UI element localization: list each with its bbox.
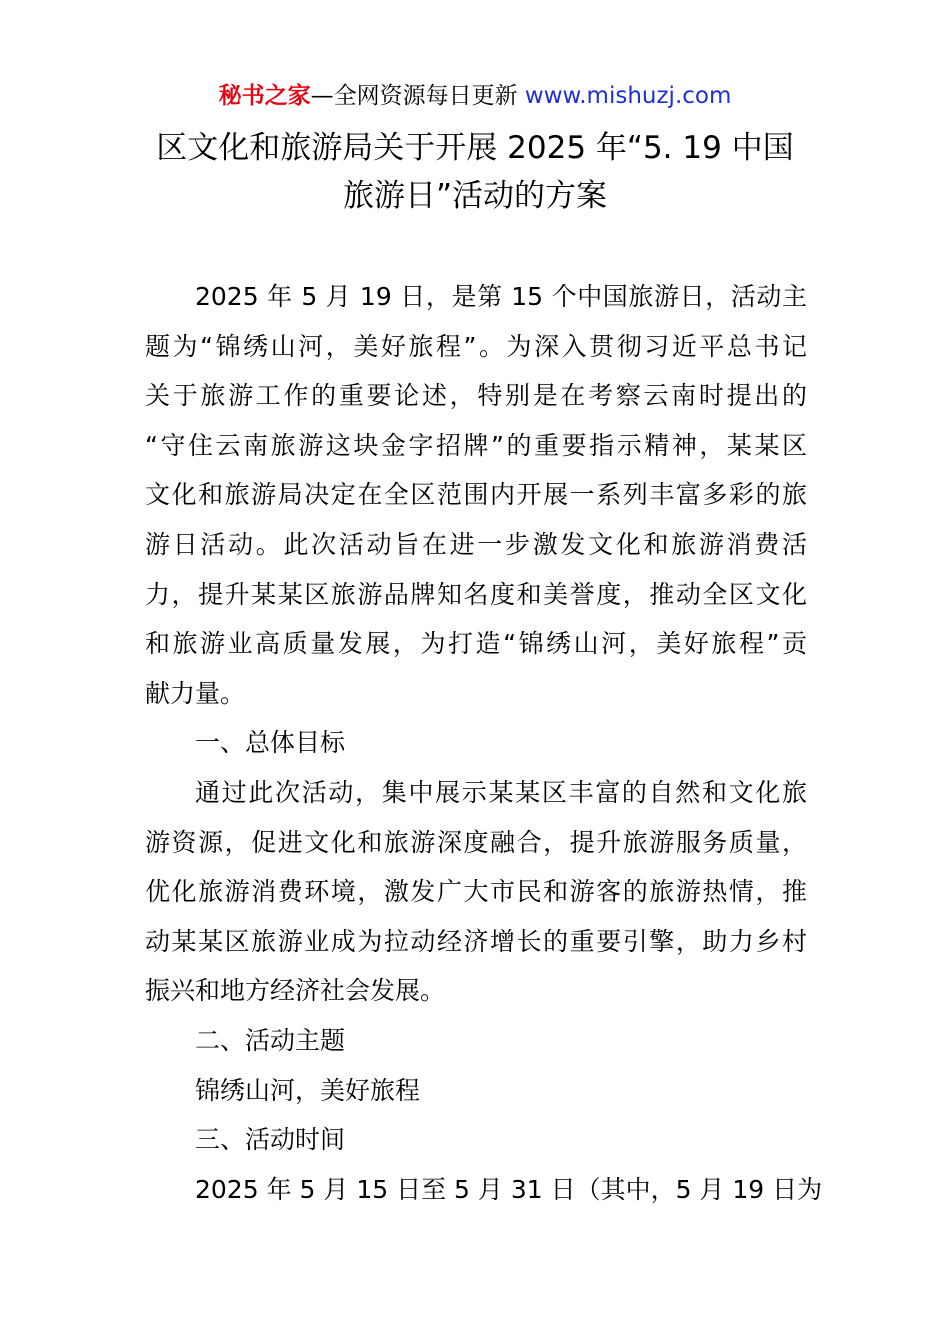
goals-paragraph <box>145 768 807 1016</box>
document-body <box>145 272 823 1214</box>
time-paragraph <box>145 1165 823 1215</box>
text-line: 通过此次活动，集中展示某某区丰富的自然和文化旅 <box>195 777 807 807</box>
section-heading-theme: 二、活动主题 <box>195 1025 346 1055</box>
site-url-link[interactable]: www.mishuzj.com <box>524 83 732 109</box>
text-line: 动某某区旅游业成为拉动经济增长的重要引擎，助力乡村 <box>145 926 807 956</box>
intro-paragraph <box>145 272 807 718</box>
text-line: 2025 年 5 月 19 日，是第 15 个中国旅游日，活动主 <box>195 282 807 311</box>
header-tagline: —全网资源每日更新 <box>310 83 525 109</box>
text-line: 游日活动。此次活动旨在进一步激发文化和旅游消费活 <box>145 529 807 559</box>
text-line: 和旅游业高质量发展，为打造“锦绣山河，美好旅程”贡 <box>145 629 807 659</box>
theme-text: 锦绣山河，美好旅程 <box>195 1075 421 1105</box>
text-line: 优化旅游消费环境，激发广大市民和游客的旅游热情，推 <box>145 877 807 907</box>
document-title <box>100 124 850 220</box>
text-line: 游资源，促进文化和旅游深度融合，提升旅游服务质量， <box>145 827 807 857</box>
section-heading-time: 三、活动时间 <box>195 1125 346 1155</box>
text-line: 振兴和地方经济社会发展。 <box>145 976 446 1006</box>
text-line: 关于旅游工作的重要论述，特别是在考察云南时提出的 <box>145 381 807 411</box>
text-line: 力，提升某某区旅游品牌知名度和美誉度，推动全区文化 <box>145 579 807 609</box>
text-line: 献力量。 <box>145 678 246 708</box>
brand-name: 秘书之家 <box>218 83 311 109</box>
text-line: “守住云南旅游这块金字招牌”的重要指示精神，某某区 <box>145 430 807 460</box>
title-line-2: 旅游日”活动的方案 <box>342 178 608 214</box>
site-header <box>0 80 950 112</box>
text-line: 文化和旅游局决定在全区范围内开展一系列丰富多彩的旅 <box>145 480 807 510</box>
text-line: 2025 年 5 月 15 日至 5 月 31 日（其中，5 月 19 日为 <box>195 1174 823 1204</box>
section-heading-goals: 一、总体目标 <box>195 728 346 758</box>
title-line-1: 区文化和旅游局关于开展 2025 年“5. 19 中国 <box>156 130 794 166</box>
text-line: 题为“锦绣山河，美好旅程”。为深入贯彻习近平总书记 <box>145 331 807 361</box>
